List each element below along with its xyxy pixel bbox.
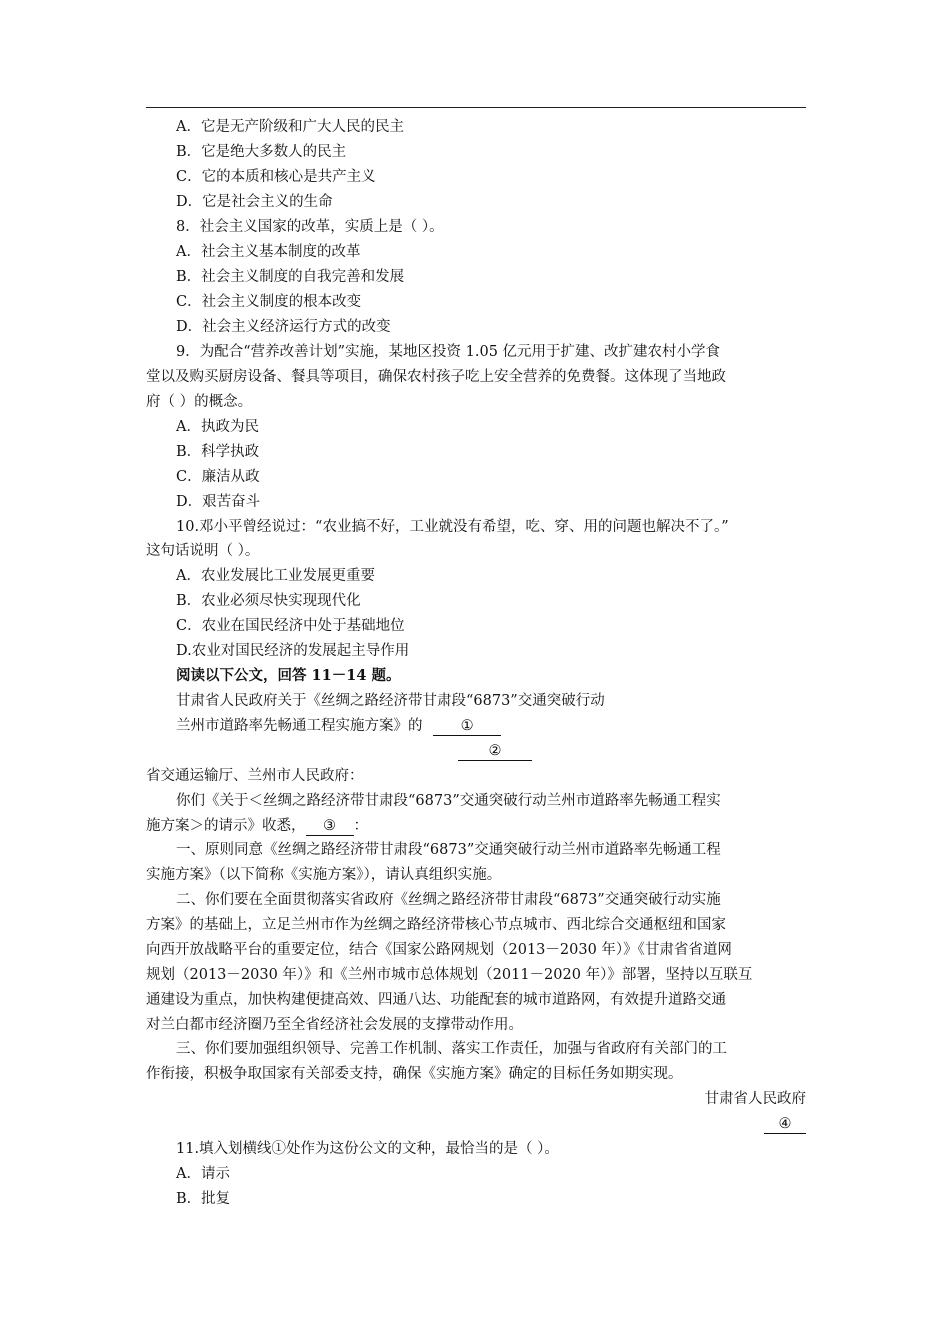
doc-p3-line5: 通建设为重点，加快构建便捷高效、四通八达、功能配套的城市道路网，有效提升道路交通 (146, 992, 726, 1008)
q7-option-d: D．它是社会主义的生命 (176, 194, 333, 210)
q7-option-a: A．它是无产阶级和广大人民的民主 (176, 119, 404, 135)
q9-option-d: D．艰苦奋斗 (176, 494, 261, 510)
q8-stem: 8．社会主义国家的改革，实质上是（ ）。 (176, 219, 444, 235)
doc-p3-line1: 二、你们要在全面贯彻落实省政府《丝绸之路经济带甘肃段“6873”交通突破行动实施 (176, 892, 721, 908)
q9-stem-line2: 堂以及购买厨房设备、餐具等项目，确保农村孩子吃上安全营养的免费餐。这体现了当地政 (146, 369, 726, 385)
q9-option-a: A．执政为民 (176, 419, 259, 435)
q8-option-b: B．社会主义制度的自我完善和发展 (176, 269, 405, 285)
q8-option-a: A．社会主义基本制度的改革 (176, 244, 361, 260)
doc-title-line2-text: 兰州市道路率先畅通工程实施方案》的 (176, 718, 423, 734)
doc-p3-line3: 向西开放战略平台的重要定位，结合《国家公路网规划（2013－2030 年）》《甘肃省省道网 (146, 942, 732, 958)
q10-option-a: A．农业发展比工业发展更重要 (176, 568, 375, 584)
q7-option-c: C．它的本质和核心是共产主义 (176, 169, 376, 185)
doc-p1-line1: 你们《关于＜丝绸之路经济带甘肃段“6873”交通突破行动兰州市道路率先畅通工程实 (176, 793, 721, 809)
blank-2[interactable]: ② (458, 742, 532, 761)
doc-recipient: 省交通运输厅、兰州市人民政府： (146, 768, 364, 784)
q10-option-c: C．农业在国民经济中处于基础地位 (176, 618, 405, 634)
q9-option-c: C．廉洁从政 (176, 469, 260, 485)
q8-option-d: D．社会主义经济运行方式的改变 (176, 319, 391, 335)
header-rule (146, 107, 806, 108)
doc-date-line (764, 1114, 806, 1134)
doc-p3-line4: 规划（2013－2030 年）》和《兰州市城市总体规划（2011－2020 年）》部署，坚持以互联互 (146, 967, 753, 983)
blank-3[interactable]: ③ (306, 817, 354, 836)
doc-p4-line1: 三、你们要加强组织领导、完善工作机制、落实工作责任，加强与省政府有关部门的工 (176, 1041, 727, 1057)
q10-option-b: B．农业必须尽快实现现代化 (176, 593, 361, 609)
q10-stem-line1: 10.邓小平曾经说过：“农业搞不好，工业就没有希望，吃、穿、用的问题也解决不了。” (176, 519, 729, 535)
doc-p1-line2-text: 施方案＞的请示》收悉， (146, 818, 306, 834)
q7-option-b: B．它是绝大多数人的民主 (176, 144, 347, 160)
q11-option-b: B．批复 (176, 1191, 231, 1207)
doc-title-line2 (176, 716, 501, 736)
q9-option-b: B．科学执政 (176, 444, 260, 460)
blank-1[interactable]: ① (433, 717, 501, 736)
q11-option-a: A．请示 (176, 1166, 230, 1182)
doc-p4-line2: 作衔接，积极争取国家有关部委支持，确保《实施方案》确定的目标任务如期实现。 (146, 1066, 683, 1082)
q11-stem: 11.填入划横线①处作为这份公文的文种，最恰当的是（ ）。 (176, 1141, 559, 1157)
q8-option-c: C．社会主义制度的根本改变 (176, 294, 362, 310)
doc-p1-line2 (146, 816, 368, 836)
blank-4[interactable]: ④ (764, 1115, 806, 1134)
reading-intro: 阅读以下公文，回答 11－14 题。 (176, 667, 401, 684)
q10-stem-line2: 这句话说明（ ）。 (146, 543, 260, 559)
q9-stem-line1: 9．为配合“营养改善计划”实施，某地区投资 1.05 亿元用于扩建、改扩建农村小学食 (176, 344, 721, 360)
doc-p3-line2: 方案》的基础上，立足兰州市作为丝绸之路经济带核心节点城市、西北综合交通枢纽和国家 (146, 917, 726, 933)
doc-p2-line1: 一、原则同意《丝绸之路经济带甘肃段“6873”交通突破行动兰州市道路率先畅通工程 (176, 842, 721, 858)
doc-signature: 甘肃省人民政府 (704, 1091, 806, 1107)
q9-stem-line3: 府（ ）的概念。 (146, 394, 253, 410)
doc-p1-colon: ： (353, 818, 368, 834)
doc-p3-line6: 对兰白都市经济圈乃至全省经济社会发展的支撑带动作用。 (146, 1017, 523, 1033)
doc-p2-line2: 实施方案》（以下简称《实施方案》），请认真组织实施。 (146, 867, 502, 883)
doc-title-line3 (458, 741, 532, 761)
doc-title-line1: 甘肃省人民政府关于《丝绸之路经济带甘肃段“6873”交通突破行动 (176, 693, 605, 709)
q10-option-d: D.农业对国民经济的发展起主导作用 (176, 643, 410, 659)
